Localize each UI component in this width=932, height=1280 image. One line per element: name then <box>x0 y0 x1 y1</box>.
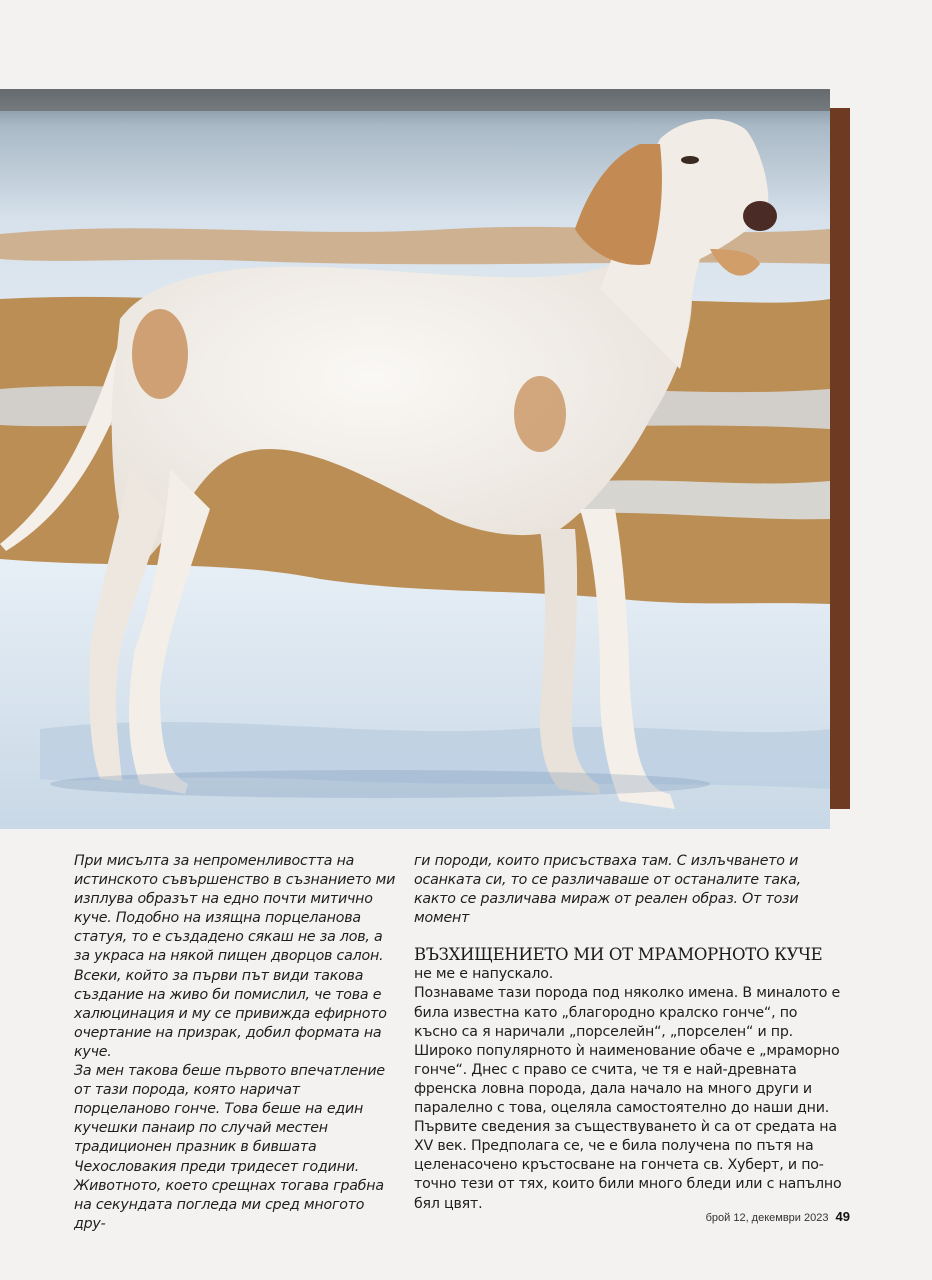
left-paragraph-1: При мисълта за непроменливостта на истинското съвършенство в съзнанието ми изплува образът на едно почти митично куче. Подобно на изящна порцеланова статуя, то е създадено сякаш не за лов, а за украса на някой пищен дворцов салон. Всеки, който за първи път види такова създание на живо би помислил, че това е халюцинация и му се привижда ефирното очертание на призрак, добил формата на куче. <box>74 853 396 1060</box>
page-number: 49 <box>835 1209 850 1224</box>
accent-bar <box>830 108 850 809</box>
left-paragraph-2: За мен такова беше първото впечатление от тази порода, която наричат порцеланово гонче. Това беше на един кучешки панаир по случай местен традиционен празник в бившата Чехословакия преди тридесет години. Животното, което срещнах тогава грабна на секундата погледа ми сред многото дру- <box>74 1063 385 1232</box>
right-paragraph-1: Познаваме тази порода под няколко имена. В миналото е била известна като „благородно кралско гонче“, по късно са я наричали „порселейн“, „порселен“ и пр. Широко популярното ѝ наименование обаче е „мраморно гонче“. Днес с право се счита, че тя е най-древната френска ловна порода, дала начало на много други и паралелно с това, оцеляла самостоятелно до наши дни. <box>414 985 841 1117</box>
right-paragraph-2: Първите сведения за съществуването ѝ са от средата на XV век. Предполага се, че е била получена по пътя на целенасочено кръстосване на гончета св. Хуберт, и по-точно тези от тях, които били много бледи или с напълно бял цвят. <box>414 1119 842 1212</box>
right-column <box>414 852 844 1214</box>
page-footer <box>706 1209 850 1224</box>
after-heading-text: не ме е напускало. <box>414 966 554 983</box>
right-intro: ги породи, които присъстваха там. С излъчването и осанката си, то се различаваше от останалите така, както се различава мираж от реален образ. От този момент <box>414 853 801 927</box>
issue-label: брой 12, декември 2023 <box>705 1212 829 1224</box>
section-heading: ВЪЗХИЩЕНИЕТО МИ ОТ МРАМОРНОТО КУЧЕ <box>414 945 823 965</box>
dog-photo <box>0 89 830 829</box>
left-column <box>74 852 396 1234</box>
